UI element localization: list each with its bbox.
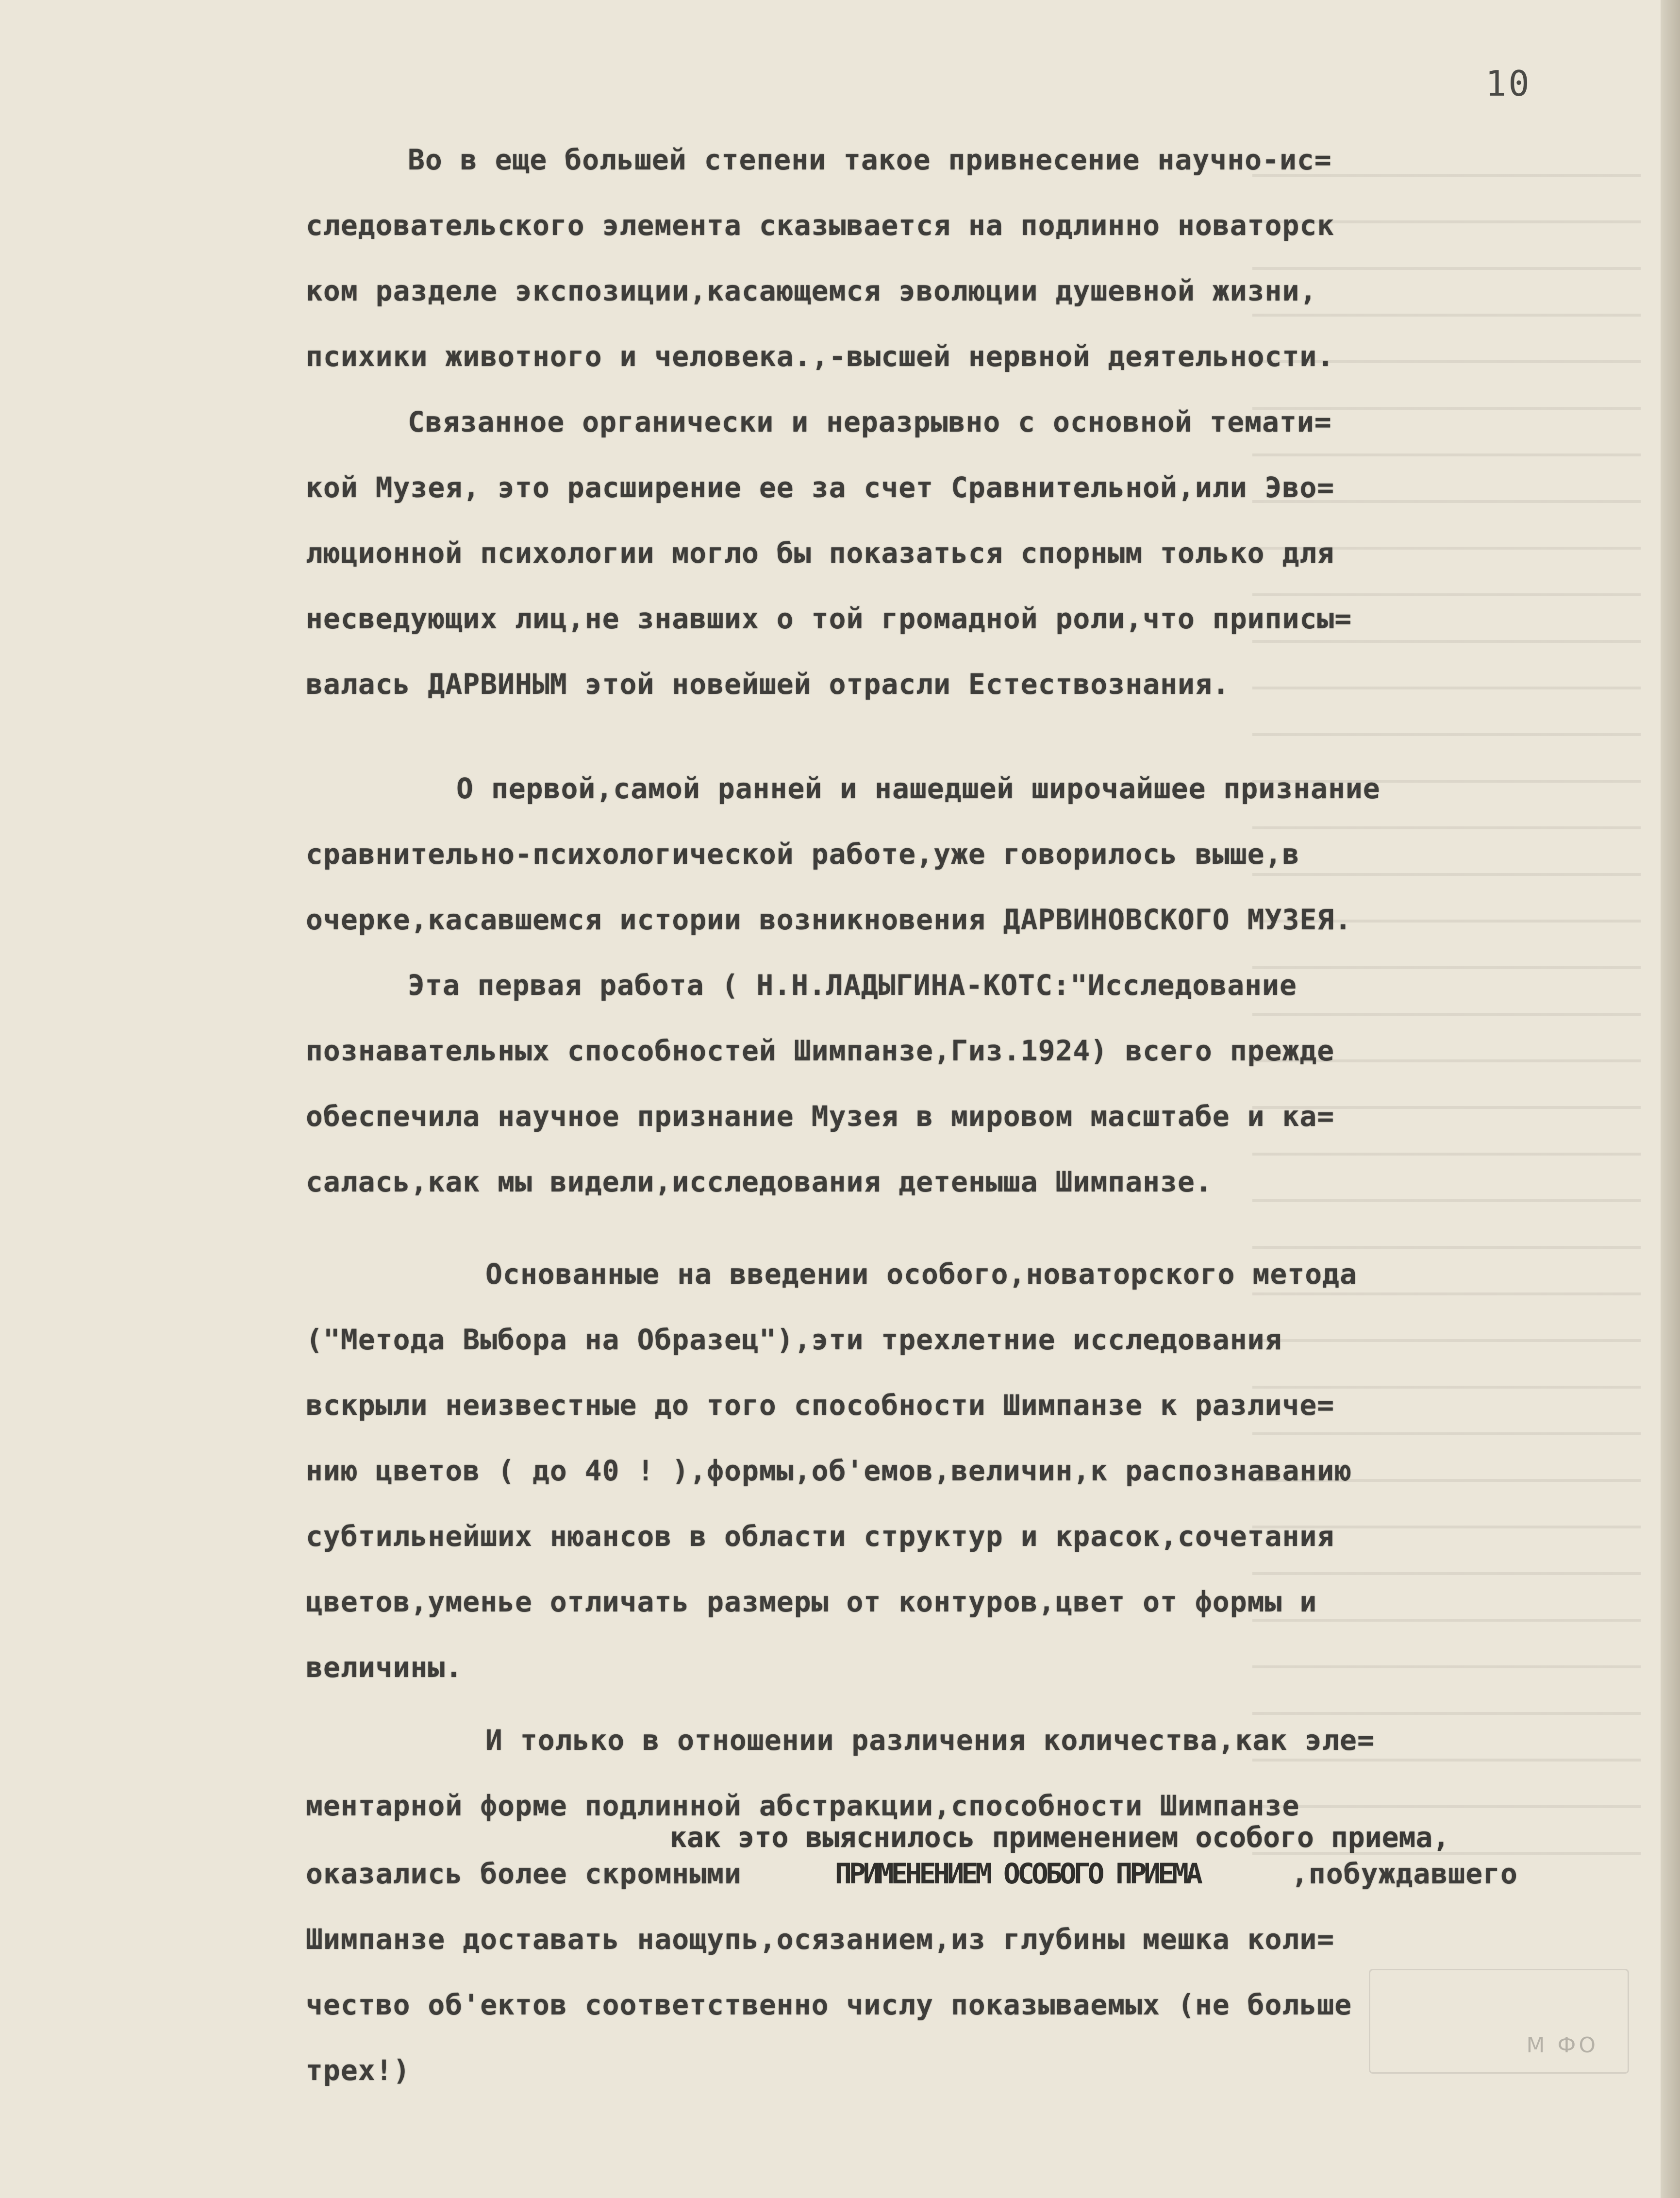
text-line: Связанное органически и неразрывно с основной темати= [408,405,1332,438]
archive-stamp [1369,1969,1629,2074]
text-line: Во в еще большей степени такое привнесение научно-ис= [408,143,1332,176]
text-line: очерке,касавшемся истории возникновения ДАРВИНОВСКОГО МУЗЕЯ. [306,903,1352,936]
text-line: ментарной форме подлинной абстракции,способности Шимпанзе [306,1789,1300,1822]
text-line: психики животного и человека.,-высшей нервной деятельности. [306,340,1335,373]
text-line: трех!) [306,2054,411,2087]
text-line: О первой,самой ранней и нашедшей широчайшее признание [456,772,1381,805]
text-line: вскрыли неизвестные до того способности Шимпанзе к различе= [306,1389,1335,1422]
text-line: субтильнейших нюансов в области структур и красок,сочетания [306,1520,1335,1553]
text-line: обеспечила научное признание Музея в мировом масштабе и ка= [306,1100,1335,1133]
stamp-text: М ФО [1526,2033,1598,2058]
typed-insertion: как это выяснилось применением особого приема, [670,1821,1450,1854]
text-line: оказались более скромными [306,1857,742,1890]
text-line: Основанные на введении особого,новаторского метода [485,1258,1357,1291]
text-line: валась ДАРВИНЫМ этой новейшей отрасли Естествознания. [306,668,1230,701]
text-line: кой Музея, это расширение ее за счет Сравнительной,или Эво= [306,471,1335,504]
text-line: несведующих лиц,не знавших о той громадной роли,что приписы= [306,602,1352,635]
text-line: ("Метода Выбора на Образец"),эти трехлетние исследования [306,1323,1282,1356]
text-line: цветов,уменье отличать размеры от контуров,цвет от формы и [306,1585,1317,1618]
text-line: салась,как мы видели,исследования детеныша Шимпанзе. [306,1165,1213,1198]
text-line: познавательных способностей Шимпанзе,Гиз.1924) всего прежде [306,1034,1335,1067]
text-line: ,побуждавшего [1291,1857,1518,1890]
text-line: величины. [306,1651,463,1684]
text-line: ком разделе экспозиции,касающемся эволюции душевной жизни, [306,274,1317,307]
text-line: следовательского элемента сказывается на подлинно новаторск [306,209,1335,242]
text-line: сравнительно-психологической работе,уже говорилось выше,в [306,838,1300,871]
text-line: нию цветов ( до 40 ! ),формы,об'емов,величин,к распознаванию [306,1454,1352,1487]
text-line: люционной психологии могло бы показаться спорным только для [306,537,1335,570]
text-line: чество об'ектов соответственно числу показываемых (не больше [306,1988,1352,2021]
struck-out-text: ПРИМЕНЕНИЕМ ОСОБОГО ПРИЕМА [835,1857,1200,1890]
text-line: Эта первая работа ( Н.Н.ЛАДЫГИНА-КОТС:"Исследование [408,969,1297,1002]
text-line: И только в отношении различения количества,как эле= [485,1724,1375,1757]
page-number: 10 [1485,63,1531,104]
text-line: Шимпанзе доставать наощупь,осязанием,из глубины мешка коли= [306,1923,1335,1956]
